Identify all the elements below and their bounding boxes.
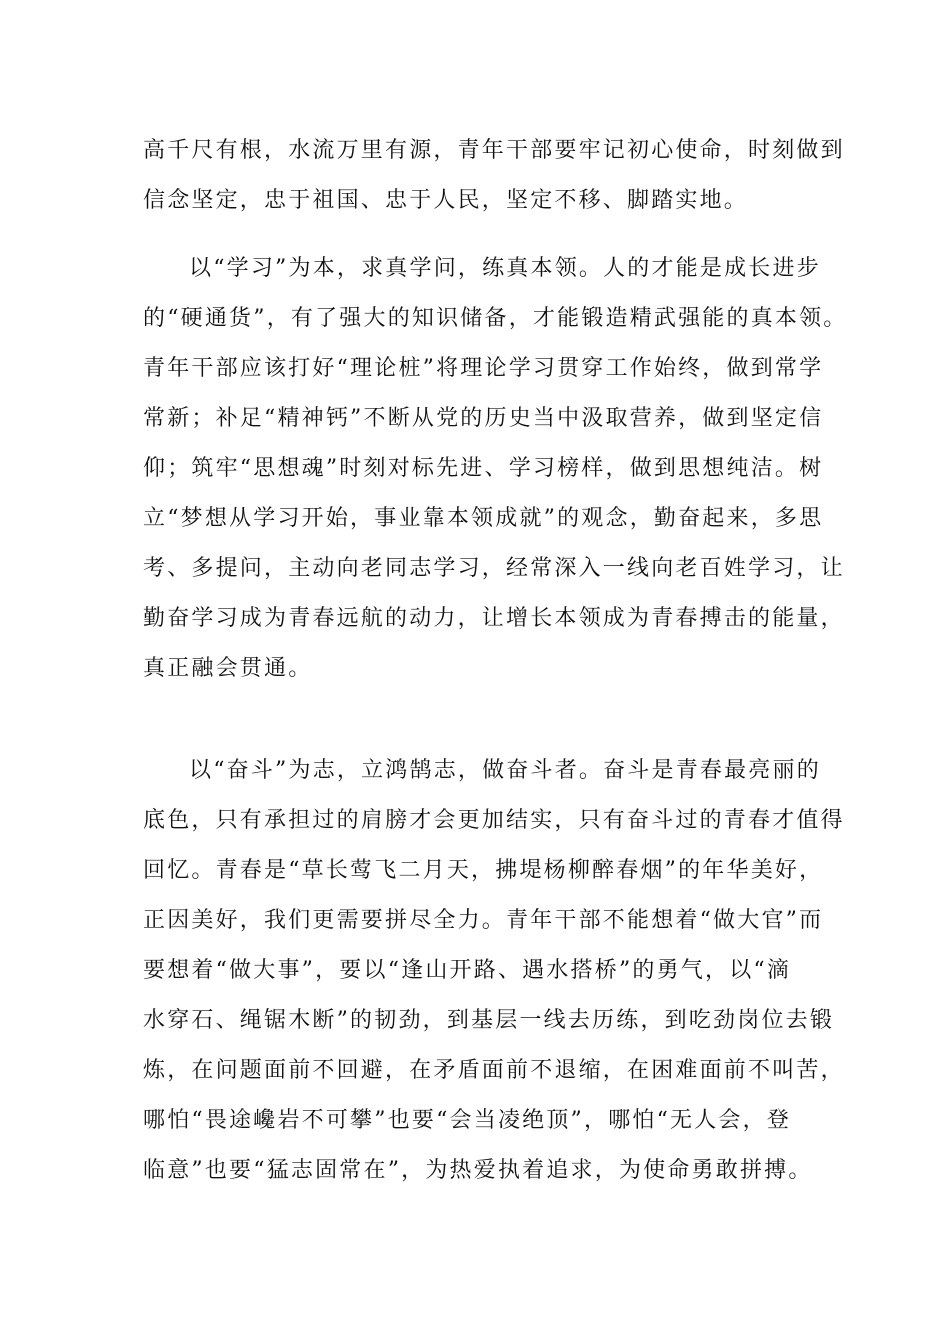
text-line: 仰；筑牢“思想魂”时刻对标先进、学习榜样，做到思想纯洁。树 [143, 456, 824, 481]
text-line: 的“硬通货”，有了强大的知识储备，才能锻造精武强能的真本领。 [143, 306, 848, 331]
text-line: 勤奋学习成为青春远航的动力，让增长本领成为青春搏击的能量， [143, 606, 845, 631]
text-line: 正因美好，我们更需要拼尽全力。青年干部不能想着“做大官”而 [143, 908, 824, 933]
text-line: 以“奋斗”为志，立鸿鹄志，做奋斗者。奋斗是青春最亮丽的 [189, 758, 821, 783]
text-line: 考、多提问，主动向老同志学习，经常深入一线向老百姓学习，让 [143, 556, 845, 581]
paragraph-struggle [143, 746, 845, 1196]
text-line: 信念坚定，忠于祖国、忠于人民，坚定不移、脚踏实地。 [143, 188, 749, 213]
text-line: 青年干部应该打好“理论桩”将理论学习贯穿工作始终，做到常学 [143, 356, 824, 381]
text-line: 炼，在问题面前不回避，在矛盾面前不退缩，在困难面前不叫苦， [143, 1058, 845, 1083]
text-line: 临意”也要“猛志固常在”，为热爱执着追求，为使命勇敢拼搏。 [143, 1158, 813, 1183]
text-line: 哪怕“畏途巉岩不可攀”也要“会当凌绝顶”，哪怕“无人会，登 [143, 1108, 792, 1133]
paragraph-study [143, 244, 848, 694]
text-line: 要想着“做大事”，要以“逢山开路、遇水搭桥”的勇气，以“滴 [143, 958, 792, 983]
text-line: 立“梦想从学习开始，事业靠本领成就”的观念，勤奋起来，多思 [143, 506, 824, 531]
text-line: 真正融会贯通。 [143, 656, 313, 681]
text-line: 回忆。青春是“草长莺飞二月天，拂堤杨柳醉春烟”的年华美好， [143, 858, 824, 883]
text-line: 以“学习”为本，求真学问，练真本领。人的才能是成长进步 [189, 256, 821, 281]
paragraph-intro-continuation [143, 126, 845, 226]
text-line: 底色，只有承担过的肩膀才会更加结实，只有奋斗过的青春才值得 [143, 808, 845, 833]
text-line: 水穿石、绳锯木断”的韧劲，到基层一线去历练，到吃劲岗位去锻 [143, 1008, 835, 1033]
text-line: 常新；补足“精神钙”不断从党的历史当中汲取营养，做到坚定信 [143, 406, 824, 431]
text-line: 高千尺有根，水流万里有源，青年干部要牢记初心使命，时刻做到 [143, 138, 845, 163]
